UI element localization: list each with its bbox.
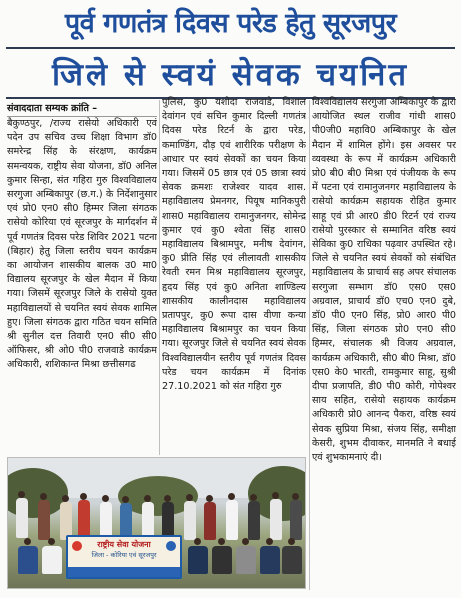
person-head (62, 495, 69, 502)
seated-person (260, 546, 280, 574)
nss-banner (66, 535, 182, 579)
person-head (250, 494, 257, 501)
seated-person (212, 546, 232, 574)
nss-logo-icon (72, 541, 82, 551)
person-figure (270, 499, 282, 540)
person-head (144, 495, 151, 502)
group-photo (7, 457, 306, 589)
person-head (242, 538, 249, 545)
banner-strip (68, 567, 180, 577)
person-head (292, 493, 299, 500)
person-figure (16, 498, 28, 538)
person-head (272, 492, 279, 499)
seated-person (236, 546, 256, 574)
person-figure (226, 500, 238, 540)
person-head (194, 538, 201, 545)
person-head (186, 494, 193, 501)
person-head (80, 493, 87, 500)
column-divider (159, 100, 160, 455)
person-head (18, 491, 25, 498)
headline-divider (6, 47, 455, 49)
banner-subtitle: जिला - कोरिया एवं सूरजपुर (91, 551, 157, 559)
person-figure (78, 500, 90, 540)
person-head (102, 495, 109, 502)
emblem-icon (166, 541, 176, 551)
person-head (122, 496, 129, 503)
byline: संवाददाता सम्यक क्रांति – (7, 102, 157, 117)
seated-person (18, 546, 38, 574)
person-figure (184, 501, 196, 540)
person-figure (204, 502, 216, 540)
person-head (164, 495, 171, 502)
person-figure (38, 500, 50, 540)
person-head (206, 495, 213, 502)
seated-person (42, 546, 62, 574)
banner-title: राष्ट्रीय सेवा योजना (97, 540, 151, 549)
person-head (288, 538, 295, 545)
article-column-1: बैकुण्ठपुर, /राज्य रासेयो अधिकारी एवं पदेन उप सचिव उच्च शिक्षा विभाग डॉ0 समरेन्द्र सिंह के संरक्षण, कार्यक्रम समन्वयक, राष्ट्रीय सेवा योजना, डॉ0 अनिल कुमार सिन्हा, संत गहिरा गुरु विश्वविद्यालय सरगुजा अम्बिकापुर (छ.ग.) के निर्देशानुसार एवं प्रो0 एन0 सी0 हिम्मर जिला संगठक रासेयो कोरिया एवं सूरजपुर के मार्गदर्शन में पूर्व गणतंत्र दिवस परेड शिविर 2021 पटना (बिहार) हेतु जिला स्तरीय चयन कार्यक्रम का आयोजन शासकीय बालक उ0 मा0 विद्यालय सूरजपुर के खेल मैदान में किया गया। जिसमें सूरजपुर जिले के रासेयो युक्त महाविद्यालयों से चयनित स्वयं सेवक शामिल हुए। जिला संगठक द्वारा गठित चयन समिति श्री सुनील दत्त तिवारी एन0 सी0 सी0 ऑफिसर, श्री ओ0 पी0 राजवाडे कार्यक्रम अधिकारी, शशिकान्त मिश्रा छत्तीसगढ (7, 118, 157, 371)
person-head (40, 493, 47, 500)
article-column-2: पुलिस, कु0 यशोदा राजवाडे, विशाल देवांगन एवं सचिन कुमार दिल्ली गणतंत्र दिवस परेड रिटर्न के द्वारा परेड, कमाण्डिंग, दौड़ एवं शारीरिक परीक्षण के आधार पर स्वयं सेवकों का चयन किया गया। जिसमें 05 छात्र एवं 05 छात्रा स्वयं सेवक क्रमशः राजेश्वर यादव शास. महाविद्यालय प्रेमनगर, पियूष मानिकपुरी शास0 महाविद्यालय रामानुजनगर, सोमेन्द्र कुमार एवं कु0 श्वेता सिंह शास0 महाविद्यालय बिश्रामपुर, मनीष देवांगन, कु0 प्रीति सिंह एवं लीलावती शासकीय रेवती रमन मिश्र महाविद्यालय सूरजपुर, हृदय सिंह एवं कु0 अनिता शाण्डिल्य शासकीय कालीनदास महाविद्यालय प्रतापपुर, कु0 रूपा दास वीणा कन्या महाविद्यालय बिश्रामपुर का चयन किया गया। सूरजपुर जिले से चयनित स्वयं सेवक विश्वविद्यालयीन स्तरीय पूर्व गणतंत्र दिवस परेड चयन कार्यक्रम में दिनांक 27.10.2021 को संत गहिरा गुरु (162, 97, 306, 393)
person-head (48, 538, 55, 545)
headline-line-2: जिले से स्वयं सेवक चयनित (51, 57, 410, 93)
person-head (228, 493, 235, 500)
person-head (24, 538, 31, 545)
seated-person (188, 546, 208, 574)
seated-person (282, 546, 302, 574)
person-figure (290, 500, 302, 540)
headline-line-1: पूर्व गणतंत्र दिवस परेड हेतु सूरजपुर (64, 8, 397, 39)
person-head (266, 538, 273, 545)
person-head (218, 538, 225, 545)
article-column-3: विश्वविद्यालय सरगुजा अम्बिकापुर के द्वारा आयोजित स्थल राजीव गांधी शास0 पी0जी0 महावि0 अम्बिकापुर के खेल मैदान में शामिल होंगे। इस अवसर पर व्यवस्था के रूप में कार्यक्रम अधिकारी प्रो0 बी0 बी0 मिश्रा एवं पंजीयक के रूप में पटना एवं रामानुजनगर महाविद्यालय के रासेयो कार्यक्रम सहायक रोहित कुमार साहू एवं प्री आर0 डी0 रिटर्न एवं राज्य रासेयो पुरस्कार से सम्मानित वरिष्ठ स्वयं सेविका कु0 राधिका पढ़वार उपस्थित रहे। जिले से चयनित स्वयं सेवकों को संबंधित महाविद्यालय के प्राचार्य सह अपर संचालक सरगुजा सम्भाग डॉ0 एस0 एस0 अग्रवाल, प्राचार्य डॉ0 एच0 एन0 दुबे, डॉ0 पी0 एन0 सिंह, प्रो0 आर0 पी0 सिंह, जिला संगठक प्रो0 एन0 सी0 हिम्मर, संचालक श्री विजय अग्रवाल, कार्यक्रम अधिकारी, सी0 बी0 मिश्रा, डॉ0 एस0 के0 भारती, रामकुमार साहू, सुश्री दीपा प्रजापति, डी0 पी0 कोरी, गोपेश्वर साय सहित, रासेयो सहायक कार्यक्रम अधिकारी प्रो0 आनन्द पैकरा, वरिष्ठ स्वयं सेवक सुप्रिया मिश्रा, संजय सिंह, समीक्षा केसरी, शुभम दीवाकर, मानमति ने बधाई एवं शुभकामनाएं दी। (312, 97, 456, 464)
person-figure (248, 501, 260, 540)
column-divider (309, 100, 310, 590)
